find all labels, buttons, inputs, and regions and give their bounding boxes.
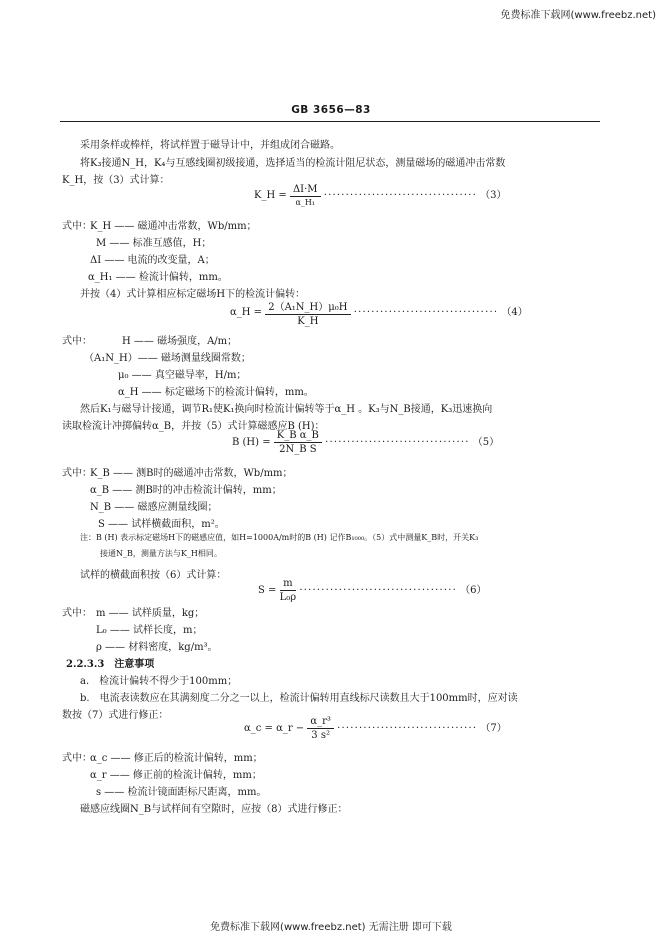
eq3-numerator: ΔI·M [290,184,321,197]
eq3-denominator: α_H₁ [295,198,316,207]
where-2-item-2: （A₁N_H）—— 磁场测量线圈常数； [84,353,251,364]
where-5-item-1: α_c —— 修正后的检流计偏转，mm； [90,753,263,764]
paragraph-2: 将K₃接通N_H，K₄与互感线圈初级接通，选择适当的检流计阻尼状态，测量磁场的磁通冲击常数 [80,158,506,169]
where-2-item-4: α_H —— 标定磁场下的检流计偏转，mm。 [118,387,314,398]
paragraph-3: K_H，按（3）式计算： [62,175,170,186]
eq5-number: （5） [472,437,500,448]
where-1-item-1: K_H —— 磁通冲击常数，Wb/mm； [90,221,257,232]
where-2-item-3: μ₀ —— 真空磁导率，H/m； [118,370,247,381]
where-lead-5: 式中： [62,753,92,764]
where-1-item-2: M —— 标准互感值，H； [96,238,212,249]
where-lead-1: 式中： [62,221,92,232]
eq7-numerator: α_r³ [307,716,334,729]
equation-6: S = $\frac{m}{\text{L₀ρ}}$ ···································· （6） [258,578,487,603]
paragraph-6: 读取检流计冲掷偏转α_B，并按（5）式计算磁感应B (H)： [62,421,325,432]
where-3-item-4: S —— 试样横截面积，m²。 [98,519,225,530]
paragraph-7: 试样的横截面积按（6）式计算： [80,570,227,581]
eq5-fraction [274,430,322,455]
paragraph-4: 并按（4）式计算相应标定磁场H下的检流计偏转： [80,289,306,300]
eq6-number: （6） [460,585,487,596]
eq3-fraction [290,184,321,207]
eq4-fraction [265,298,350,327]
where-3-item-2: α_B —— 测B时的冲击检流计偏转，mm； [90,485,282,496]
where-lead-3: 式中： [62,468,92,479]
where-5-item-2: α_r —— 修正前的检流计偏转，mm； [90,770,262,781]
paragraph-8: 磁感应线圈N_B与试样间有空隙时，应按（8）式进行修正： [80,804,348,815]
equation-7: α_c = α_r − $\frac{\text{α\_r³}}{\text{3 s²}}$ ································ （7） [244,716,507,741]
item-a: a. 检流计偏转不得少于100mm； [80,676,238,687]
where-2-item-1: H —— 磁场强度，A/m； [122,336,238,347]
header-rule [60,121,600,122]
equation-4: α_H = $\frac{\text{2（A₁N\_H）μ₀H}}{K\_H}$ ································· （4） [230,298,528,327]
paragraph-1: 采用条样或棒样，将试样置于磁导计中，并组成闭合磁路。 [80,140,340,151]
eq7-denominator: 3 s² [311,730,330,741]
where-4-item-3: ρ —— 材料密度，kg/m³。 [96,642,218,653]
standard-code: GB 3656—83 [291,104,371,116]
note-line-1: 注：B (H) 表示标定磁场H下的磁感应值，如H=1000A/m时的B (H) 记作B₁₀₀₀。（5）式中测量K_B时，开关K₃ [80,533,479,542]
paragraph-5: 然后K₁与磁导计接通，调节R₁使K₁换向时检流计偏转等于α_H 。K₃与N_B接通，K₃迅速换向 [80,404,493,415]
eq3-lhs: K_H = [254,190,287,201]
eq6-numerator: m [280,578,297,591]
eq6-lhs: S = [258,585,277,596]
eq4-numerator: 2（A₁N_H）μ₀H [265,298,350,315]
equation-3: K_H = $\frac{\Delta I\cdot M}{\text{α\_H₁}}$ ··································· （3） [254,184,507,207]
where-4-item-2: L₀ —— 试样长度，m； [96,625,203,636]
where-1-item-3: ΔI —— 电流的改变量，A； [90,255,215,266]
eq5-numerator: K_B α_B [274,430,322,443]
where-3-item-3: N_B —— 磁感应测量线圈； [90,502,218,513]
item-b-cont: 数按（7）式进行修正： [62,710,169,721]
where-lead-2: 式中： [62,336,92,347]
where-5-item-3: s —— 检流计镜面距标尺距离，mm。 [96,787,267,798]
eq5-lhs: B (H) = [232,437,271,448]
item-b: b. 电流表读数应在其满刻度二分之一以上，检流计偏转用直线标尺读数且大于100mm时，应对读 [80,693,518,704]
eq7-number: （7） [480,723,507,734]
eq4-lhs: α_H = [230,307,263,318]
where-3-item-1: K_B —— 测B时的磁通冲击常数，Wb/mm； [90,468,293,479]
eq4-denominator: K_H [297,316,319,327]
eq7-fraction [307,716,334,741]
eq6-fraction [280,578,297,603]
where-4-item-1: m —— 试样质量，kg； [96,608,205,619]
watermark-top: 免费标准下载网(www.freebz.net) [500,10,656,21]
section-heading: 2.2.3.3 注意事项 [66,659,155,670]
eq6-denominator: L₀ρ [279,592,297,603]
where-lead-4: 式中： [62,608,92,619]
eq4-number: （4） [501,307,528,318]
watermark-bottom: 免费标准下载网(www.freebz.net) 无需注册 即可下载 [210,922,452,933]
eq7-lhs: α_c = α_r − [244,723,305,734]
eq3-number: （3） [480,190,507,201]
where-1-item-4: α_H₁ —— 检流计偏转，mm。 [88,272,228,283]
note-line-2: 接通N_B，测量方法与K_H相同。 [100,549,222,558]
equation-5: B (H) = $\frac{\text{K\_B α\_B}}{\text{2N\_B S}}$ ································· （5） [232,430,500,455]
eq5-denominator: 2N_B S [279,444,317,455]
